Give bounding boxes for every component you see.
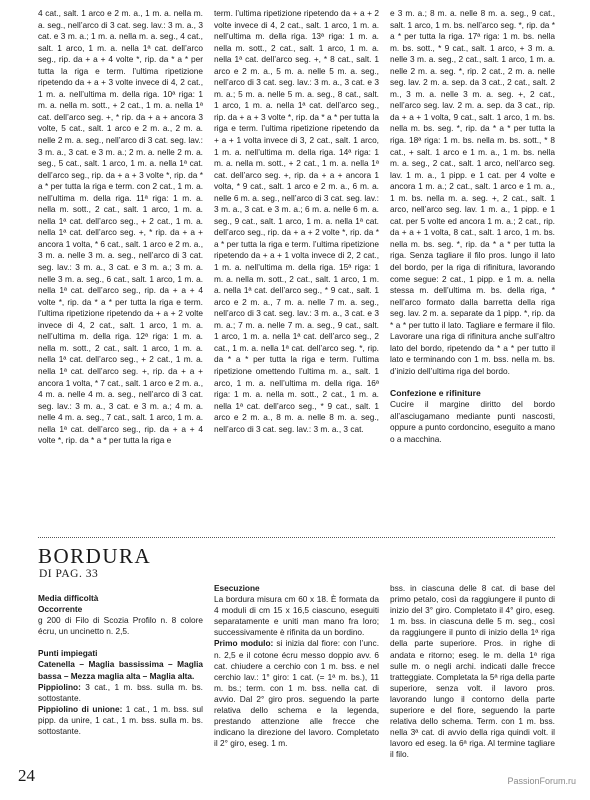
bordura-column-1 [38,593,203,737]
first-module-label: Primo modulo: [214,638,274,649]
first-module-desc: si inizia dal fiore: con l’unc. n. 2,5 e il cotone écru messo doppio avv. 6 cat. chiudere a cerchio con 1 m. bss. e nel cerchio lav.: 1° giro: 1 cat. (= 1ª m. bs.), 11 m. bs.; term. con 1 m. bss. nella cat. di avvio. Dal 2° giro pros. seguendo la parte relativa dello schema e la legenda, prestando attenzione alle frecce che indicano la direzione del lavoro. Completato il 2° giro, eseg. 1 m. [214,638,379,749]
stitches-list: Catenella – Maglia bassissima – Maglia bassa – Mezza maglia alta – Maglia alta. [38,659,203,681]
column-2-text: term. l’ultima ripetizione ripetendo da + a + 2 volte invece di 4, 2 cat., salt. 1 arco, 1 m. a. nell’ultima m. della riga. 13ª riga: 1 m. a. nella m. sott., 2 cat., salt. 1 arco, 1 m. a. nella 1ª cat. dell’arco seg. +, * 8 cat., salt. 1 arco e 2 m. a., 5 m. a. nelle 5 m. a. seg., nell’arco di 3 cat. seg. lav.: 3 m. a., 3 cat. e 3 m. a.; 5 m. a. nelle 5 m. a. seg., 8 cat., salt. 1 arco, 1 m. a. nella 1ª cat. dell’arco seg., rip. da + a + 3 volte *, rip. da * a * per tutta la riga e term. l’ultima ripetizione ripetendo da + a + 1 volta invece di 3, 2 cat., salt. 1 arco, 1 m. a. nell’ultima m. della riga. 14ª riga: 1 m. a. nella m. sott., + 2 cat., 1 m. a. nella 1ª cat. dell’arco seg. +, rip. da + a + ancora 1 volta, * 9 cat., salt. 1 arco e 2 m. a., 6 m. a. nelle 6 m. a. seg., nell’arco di 3 cat. seg. lav.: 3 m. a., 3 cat. e 3 m. a.; 6 m. a. nelle 6 m. a. seg., 9 cat., salt. 1 arco, 1 m. a. nella 1ª cat. dell’arco seg., rip. da + a + 2 volte *, rip. da * a * per tutta la riga e term. l’ultima ripetizione ripetendo da + a + 1 volta invece di 2, 2 cat., 1 m. a. nell’ultima m. della riga. 15ª riga: 1 m. a. nella m. sott., 2 cat., salt. 1 arco, 1 m. a. nella 1ª cat. dell’arco seg., * 9 cat., salt. 1 arco e 2 m. a., 7 m. a. nelle 7 m. a. seg., nell’arco di 3 cat. seg. lav.: 3 m. a., 3 cat. e 3 m. a.; 7 m. a. nelle 7 m. a. seg., 9 cat., salt. 1 arco, 1 m. a. nella 1ª cat. dell’arco seg., 2 cat., 1 m. a. nella 1ª cat. dell’arco seg. *, rip. da * a * per tutta la riga e term. l’ultima ripetizione omettendo l’ultima m. a., salt. 1 arco, 1 m. a. nell’ultima m. della riga. 16ª riga: 1 m. a. nella m. sott., 2 cat., 1 m. a. nella 1ª cat. dell’arco seg., * 9 cat., salt. 1 arco e 2 m. a., 8 m. a. nelle 8 m. a. seg., nell’arco di 3 cat. seg. lav.: 3 m. a., 3 cat. [214,8,379,434]
execution-heading: Esecuzione [214,583,260,593]
finishing-text: Cucire il margine diritto del bordo all’asciugamano mediante punti nascosti, oppure a punto cordoncino, eseguito a mano o a macchina. [390,399,555,444]
watermark: PassionForum.ru [507,776,576,786]
bordura-column-2 [214,583,379,749]
module-continuation-text: bss. in ciascuna delle 8 cat. di base del primo petalo, così da raggiungere il punto di inizio del 3° giro. Completato il 4° giro, eseg. 1 m. bss. in ciascuna delle 5 m. seg., così da raggiungere il punto di inizio della 1ª riga della parte superiore. Pros. in righe di andata e ritorno; eseg. le m. della 1ª riga sulle m. o negli archi. indicati dalle frecce tratteggiate. Completata la 5ª riga della parte superiore, senza volt. il lavoro pros. lavorando lungo il contorno della parte superiore e del fiore, seguendo la parte relativa dello schema. Term. con 1 m. bss. nella 3ª cat. di avvio della riga quindi volt. il lavoro ed eseg. la 6ª riga. Al termine tagliare il filo. [390,583,555,760]
section-divider [38,537,555,538]
stitches-heading: Punti impiegati [38,648,98,659]
page-number: 24 [18,766,35,785]
bordura-column-3 [390,583,555,761]
instructions-column-3 [390,8,555,445]
execution-text: La bordura misura cm 60 x 18. È formata da 4 moduli di cm 15 x 16,5 ciascuno, eseguiti separatamente e uniti man mano fra loro; successivamente è rifinita da un bordino. [214,594,379,638]
union-text [38,704,203,737]
section-subtitle: DI PAG. 33 [39,568,99,580]
instructions-column-2 [214,8,379,435]
first-module-text [214,638,379,749]
union-desc: 1 cat., 1 m. bss. sul pipp. da unire, 1 cat., 1 m. bss. sulla m. bs. sottostante. [38,703,203,737]
section-title: BORDURA [38,544,152,568]
column-1-text: 4 cat., salt. 1 arco e 2 m. a., 1 m. a. nella m. a. seg., nell’arco di 3 cat. seg. lav.: 3 m. a., 3 cat. e 3 m. a.; 1 m. a. nella m. a. seg., 4 cat., salt. 1 arco, 1 m. a. nella 1ª cat. dell’arco seg., rip. da + a + 4 volte *, rip. da * a * per tutta la riga e term. l’ultima ripetizione ripetendo da + a + 3 volte invece di 4, 2 cat., 1 m. a. nell’ultima m. della riga. 10ª riga: 1 m. a. nella m. sott., + 2 cat., 1 m. a. nella 1ª cat. dell’arco seg. +, * rip. da + a + ancora 3 volte, 5 cat., salt. 1 arco e 2 m. a., 2 m. a. nelle 2 m. a. seg., nell’arco di 3 cat. seg. lav.: 3 m. a., 3 cat. e 3 m. a.; 2 m. a. nelle 2 m. a. seg., 5 cat., salt. 1 arco, 1 m. a. nella 1ª cat. dell’arco seg., rip. da + a + 3 volte *, rip. da * a * per tutta la riga e term. con 2 cat., 1 m. a. nell’ultima m. della riga. 11ª riga: 1 m. a. nella m. sott., 2 cat., salt. 1 arco, 1 m. a. nella 1ª cat. dell’arco seg., + 2 cat., 1 m. a. nella 1ª cat. dell’arco seg. +, * rip. da + a + ancora 1 volta, * 6 cat., salt. 1 arco e 2 m. a., 3 m. a. nelle 3 m. a. seg., nell’arco di 3 cat. seg. lav.: 3 m. a., 3 cat. e 3 m. a.; 3 m. a. nelle 3 m. a. seg., 6 cat., salt. 1 arco, 1 m. a. nella 1ª cat. dell’arco seg., rip. da + a + 4 volte *, rip. da * a * per tutta la riga e term. l’ultima ripetizione ripetendo da + a + 2 volte invece di 4, 2 cat., salt. 1 arco, 1 m. a. nell’ultima m. della riga. 12ª riga: 1 m. a. nella m. sott., 2 cat., salt. 1 arco, 1 m. a. nella 1ª cat. dell’arco seg., + 2 cat., 1 m. a. nella 1ª cat. dell’arco seg. +, rip. da + a + ancora 1 volta, * 7 cat., salt. 1 arco e 2 m. a., 4 m. a. nelle 4 m. a. seg., nell’arco di 3 cat. seg. lav.: 3 m. a., 3 cat. e 3 m. a.; 4 m. a. nelle 4 m. a. seg., 7 cat., salt. 1 arco, 1 m. a. nella 1ª cat. dell’arco seg., rip. da + a + 4 volte *, rip. da * a * per tutta la riga e [38,8,203,446]
needs-text: g 200 di Filo di Scozia Profilo n. 8 colore écru, un uncinetto n. 2,5. [38,615,203,637]
pippiolino-label: Pippiolino: [38,681,81,692]
finishing-heading: Confezione e rifiniture [390,387,481,398]
instructions-column-1 [38,8,203,447]
pippiolino-text [38,682,203,704]
column-3-text: e 3 m. a.; 8 m. a. nelle 8 m. a. seg., 9 cat., salt. 1 arco, 1 m. bs. nell’arco seg. *, rip. da * a * per tutta la riga. 17ª riga: 1 m. bs. nella m. bs. sott., * 9 cat., salt. 1 arco, + 3 m. a. nelle 3 m. a. seg., 2 cat., salt. 1 arco, 1 m. a. nelle 2 m. a. seg. *, rip. 2 cat., 2 m. a. nelle seg. lav. 2 m. a. sep. da 3 cat., 2 cat., salt. 2 m., 3 m. a. nelle 3 m. a. seg. +, 2 cat., nell’arco seg. lav. 2 m. a. sep. da 3 cat., rip. da + a + 1 volta, 9 cat., salt. 1 arco, 1 m. bs. nella m. bs. seg. *, rip. da * a * per tutta la riga. 18ª riga: 1 m. bs. nella m. bs. sott., * 8 cat., + salt. 1 arco e 1 m. a., 1 m. bs. nella m. a. seg., 2 cat., salt. 1 arco, nell’arco seg. lav. 1 m. a., 1 pipp. e 1 cat. per 4 volte e ancora 1 m. a.; 2 cat., salt. 1 arco e 1 m. a., 1 m. bs. nella m. a. seg. +, 2 cat., salt. 1 arco, nell’arco seg. lav. 1 m. a., 1 pipp. e 1 cat. per 5 volte ed ancora 1 m. a.; 2 cat., rip. da + a + 1 volta, 8 cat., salt. 1 arco, 1 m. bs. nella m. bs. seg. *, rip. da * a * per tutta la riga. Senza tagliare il filo pros. lungo il lato del bordo, per la riga di rifinitura, lavorando come segue: 2 cat., 1 pipp. e 1 m. a. nella stessa m. dell’ultima m. bs. della riga, * nell’arco formato dalla barretta della riga seg. lav. 2 m. a. separate da 1 pipp. *, rip. da * a * per tutto il lato. Tagliare e fermare il filo. Lavorare una riga di rifinitura anche sull’altro lato del bordo, ripetendo da * a * per tutto il lato e terminando con 1 m. bss. nella m. bs. d’inizio dell’ultima riga del bordo. [390,8,555,376]
needs-heading: Occorrente [38,604,83,615]
pippiolino-desc: 3 cat., 1 m. bss. sulla m. bs. sottostante. [38,681,203,703]
difficulty-label: Media difficoltà [38,593,99,603]
union-label: Pippiolino di unione: [38,703,123,714]
